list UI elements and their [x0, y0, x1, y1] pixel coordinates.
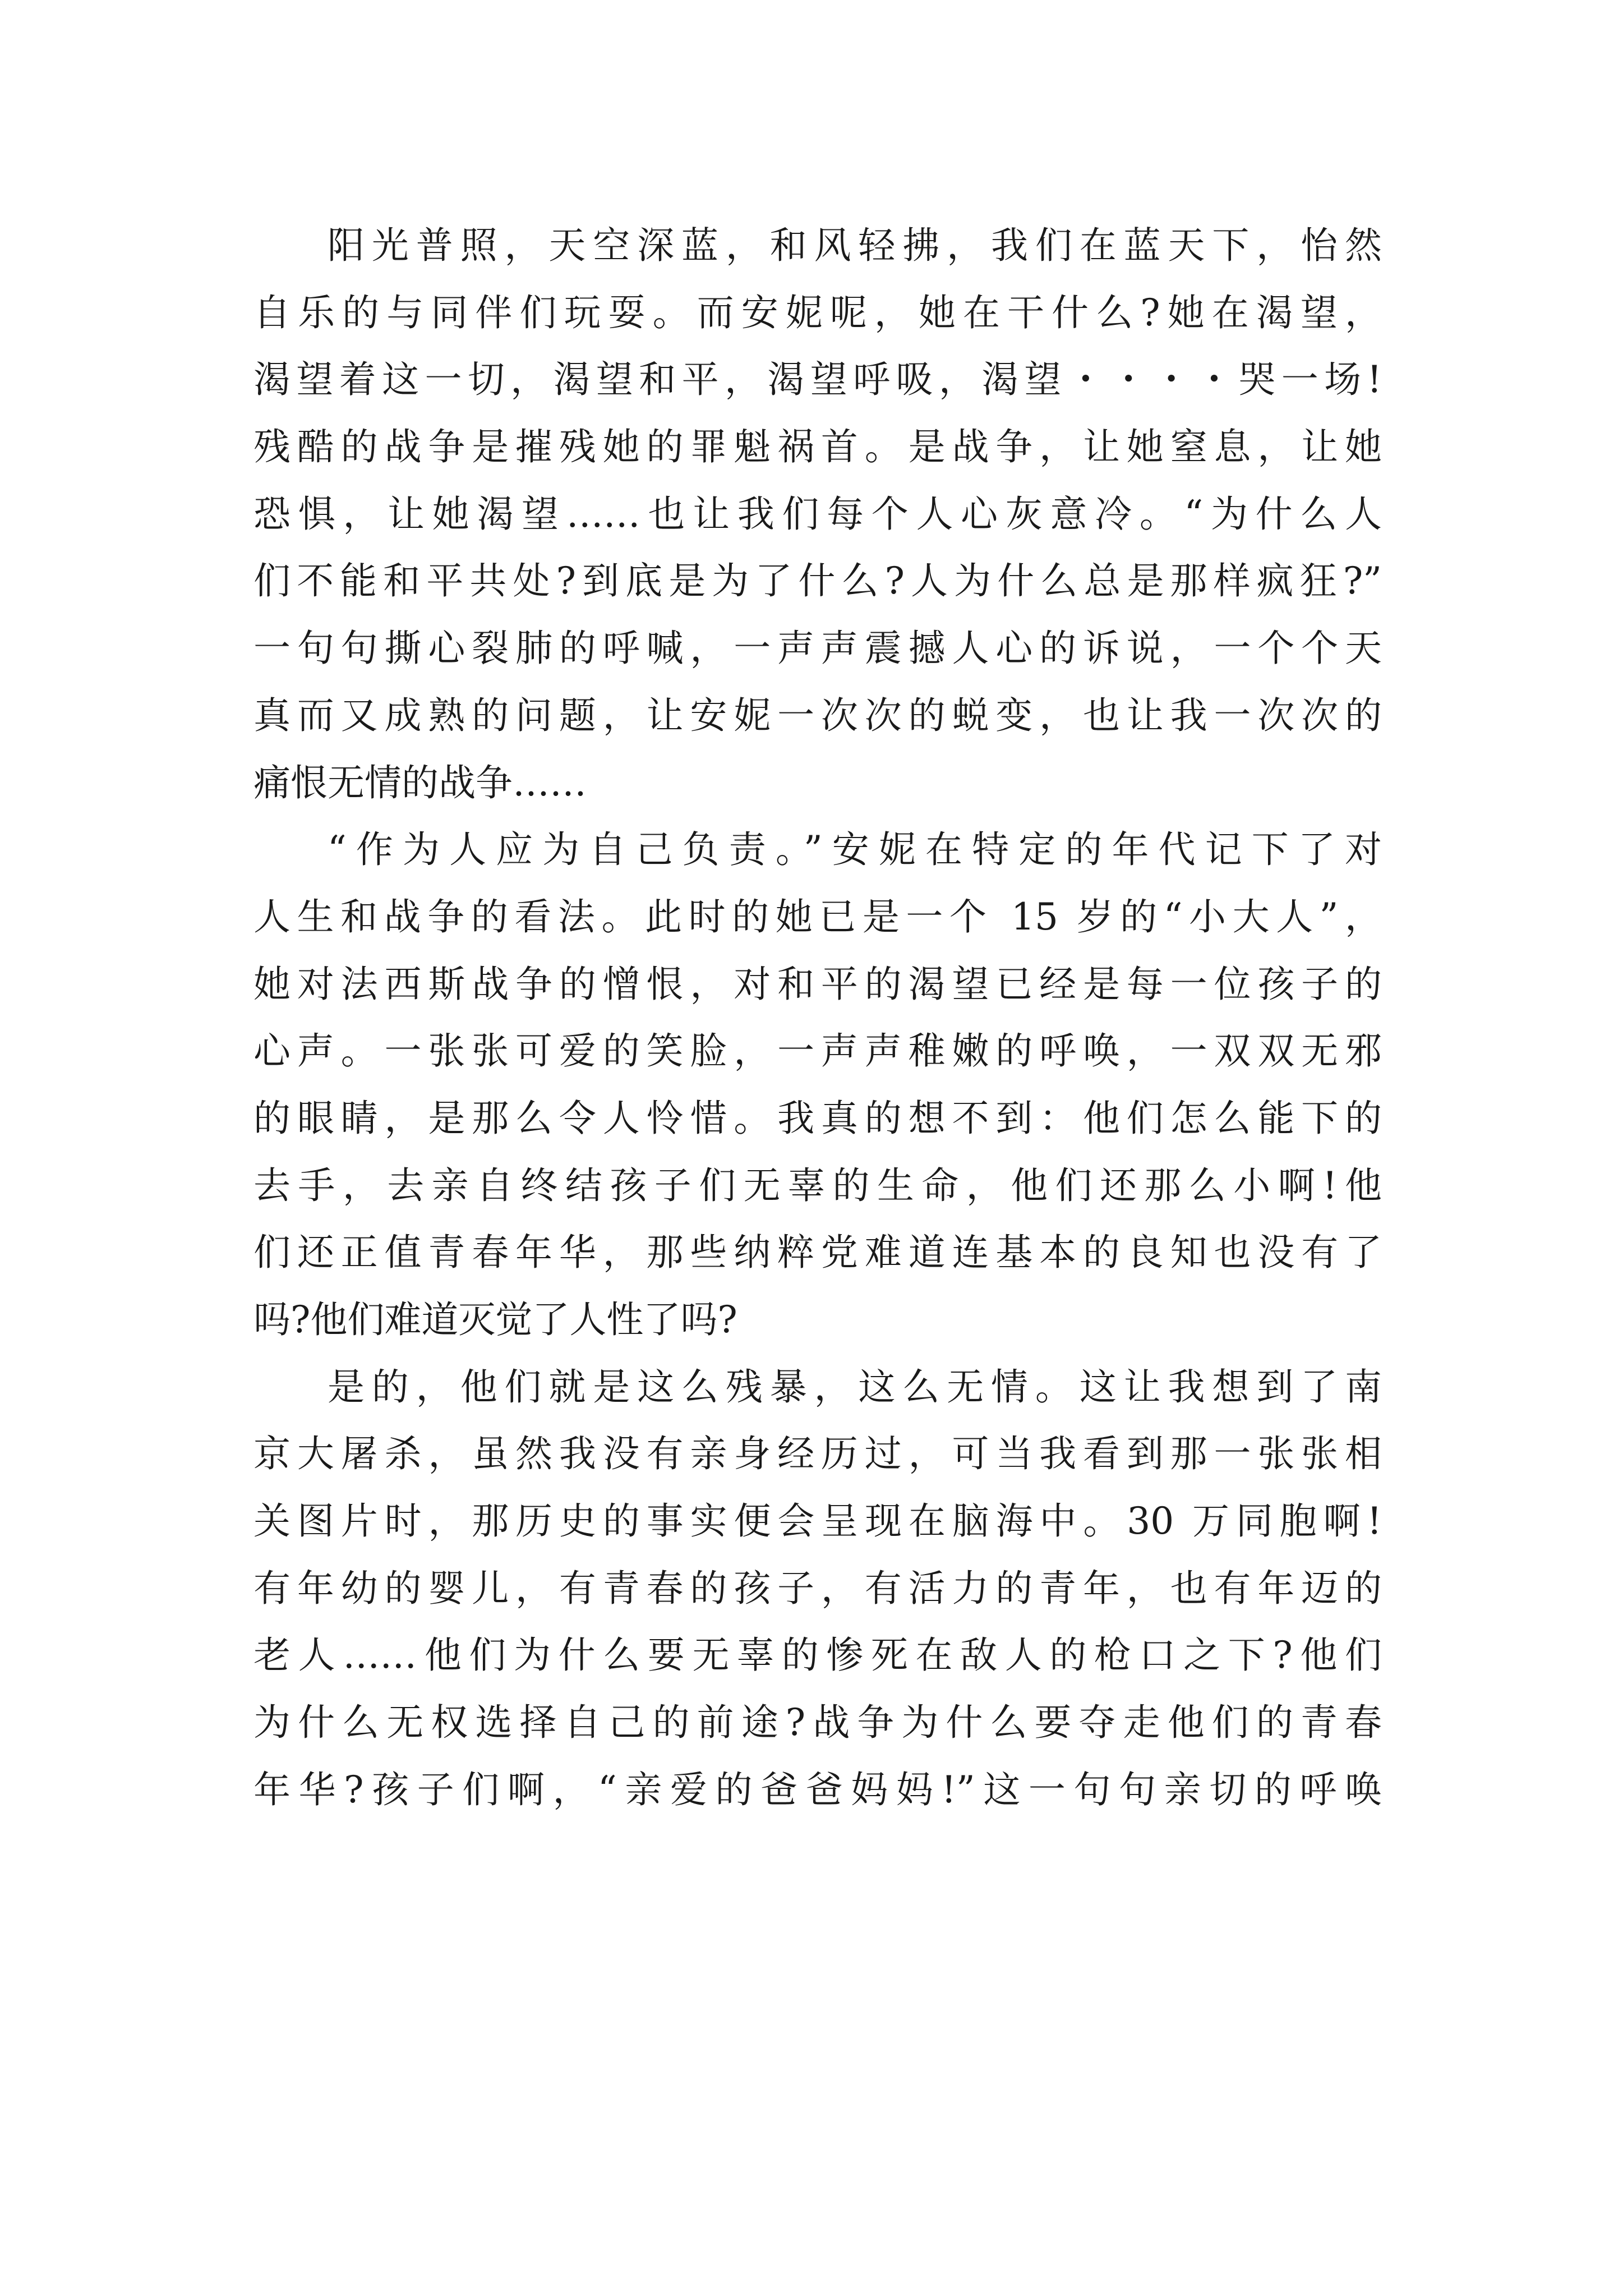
paragraph: [253, 816, 1382, 1354]
text-line: 是的，他们就是这么残暴，这么无情。这让我想到了南: [328, 1365, 1382, 1409]
text-line: 阳光普照，天空深蓝，和风轻拂，我们在蓝天下，怡然: [328, 224, 1382, 267]
text-line: 心声。一张张可爱的笑脸，一声声稚嫩的呼唤，一双双无邪: [253, 1029, 1382, 1073]
text-line: 恐惧，让她渴望……也让我们每个人心灰意冷。“为什么人: [253, 492, 1382, 536]
text-line: 为什么无权选择自己的前途?战争为什么要夺走他们的青春: [253, 1701, 1382, 1745]
text-line: 吗?他们难道灭觉了人性了吗?: [253, 1298, 737, 1341]
paragraph: [253, 1354, 1382, 1824]
text-line: 年华?孩子们啊，“亲爱的爸爸妈妈!”这一句句亲切的呼唤: [253, 1768, 1382, 1811]
text-line: 的眼睛，是那么令人怜惜。我真的想不到：他们怎么能下的: [253, 1096, 1382, 1140]
text-line: 有年幼的婴儿，有青春的孩子，有活力的青年，也有年迈的: [253, 1566, 1382, 1610]
text-line: 老人……他们为什么要无辜的惨死在敌人的枪口之下?他们: [253, 1634, 1382, 1677]
text-line: 们不能和平共处?到底是为了什么?人为什么总是那样疯狂?”: [253, 559, 1382, 603]
text-line: 人生和战争的看法。此时的她已是一个 15 岁的“小大人”，: [253, 895, 1382, 938]
text-line: “作为人应为自己负责。”安妮在特定的年代记下了对: [328, 828, 1382, 872]
body-text: [253, 212, 1382, 1824]
text-line: 她对法西斯战争的憎恨，对和平的渴望已经是每一位孩子的: [253, 962, 1382, 1006]
text-line: 自乐的与同伴们玩耍。而安妮呢，她在干什么?她在渴望，: [253, 291, 1382, 334]
text-line: 渴望着这一切，渴望和平，渴望呼吸，渴望・・・・哭一场!: [253, 358, 1382, 402]
text-line: 痛恨无情的战争……: [253, 761, 587, 804]
text-line: 一句句撕心裂肺的呼喊，一声声震撼人心的诉说，一个个天: [253, 627, 1382, 670]
text-line: 们还正值青春年华，那些纳粹党难道连基本的良知也没有了: [253, 1231, 1382, 1274]
text-line: 去手，去亲自终结孩子们无辜的生命，他们还那么小啊!他: [253, 1163, 1382, 1207]
paragraph: [253, 212, 1382, 816]
text-line: 真而又成熟的问题，让安妮一次次的蜕变，也让我一次次的: [253, 693, 1382, 737]
text-line: 关图片时，那历史的事实便会呈现在脑海中。30 万同胞啊!: [253, 1499, 1382, 1543]
text-line: 残酷的战争是摧残她的罪魁祸首。是战争，让她窒息，让她: [253, 425, 1382, 469]
text-line: 京大屠杀，虽然我没有亲身经历过，可当我看到那一张张相: [253, 1432, 1382, 1476]
